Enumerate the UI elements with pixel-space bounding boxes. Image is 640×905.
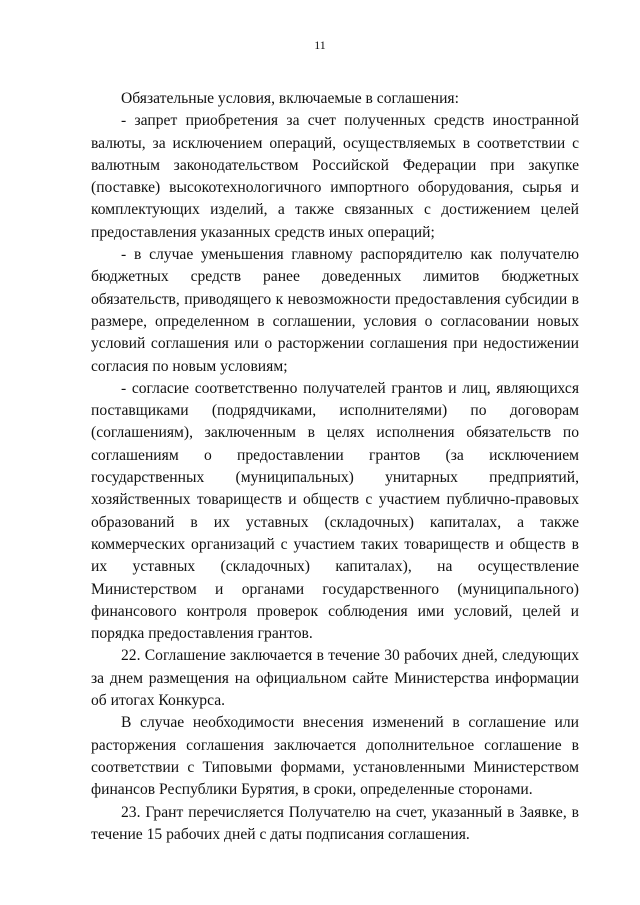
paragraph-clause-22: 22. Соглашение заключается в течение 30 рабочих дней, следующих за днем размещения на официальном сайте Министерства информации об итогах Конкурса.: [91, 647, 579, 710]
document-body: [91, 88, 579, 846]
paragraph-control-consent: - согласие соответственно получателей грантов и лиц, являющихся поставщиками (подрядчиками, исполнителями) по договорам (соглашениям), заключенным в целях исполнения обязательств по соглашениям о предоставлении грантов (за исключением государственных (муниципальных) унитарных предприятий, хозяйственных товариществ и обществ с участием публично-правовых образований в их уставных (складочных) капиталах, а также коммерческих организаций с участием таких товариществ и обществ в их уставных (складочных) капиталах), на осуществление Министерством и органами государственного (муниципального) финансового контроля проверок соблюдения ими условий, целей и порядка предоставления грантов.: [91, 379, 579, 643]
paragraph-amendments: В случае необходимости внесения изменений в соглашение или расторжения соглашения заключается дополнительное соглашение в соответствии с Типовыми формами, установленными Министерством финансов Республики Бурятия, в сроки, определенные сторонами.: [91, 714, 579, 799]
paragraph-clause-23: 23. Грант перечисляется Получателю на счет, указанный в Заявке, в течение 15 рабочих дней с даты подписания соглашения.: [91, 803, 579, 843]
paragraph-conditions-intro: Обязательные условия, включаемые в соглашения:: [121, 90, 459, 107]
page-number: 11: [314, 38, 326, 52]
paragraph-currency-ban: - запрет приобретения за счет полученных средств иностранной валюты, за исключением операций, осуществляемых в соответствии с валютным законодательством Российской Федерации при закупке (поставке) высокотехнологичного импортного оборудования, сырья и комплектующих изделий, а также связанных с достижением целей предоставления указанных средств иных операций;: [91, 112, 579, 241]
paragraph-limits-reduction: - в случае уменьшения главному распорядителю как получателю бюджетных средств ранее доведенных лимитов бюджетных обязательств, приводящего к невозможности предоставления субсидии в размере, определенном в соглашении, условия о согласовании новых условий соглашения или о расторжении соглашения при недостижении согласия по новым условиям;: [91, 246, 579, 375]
